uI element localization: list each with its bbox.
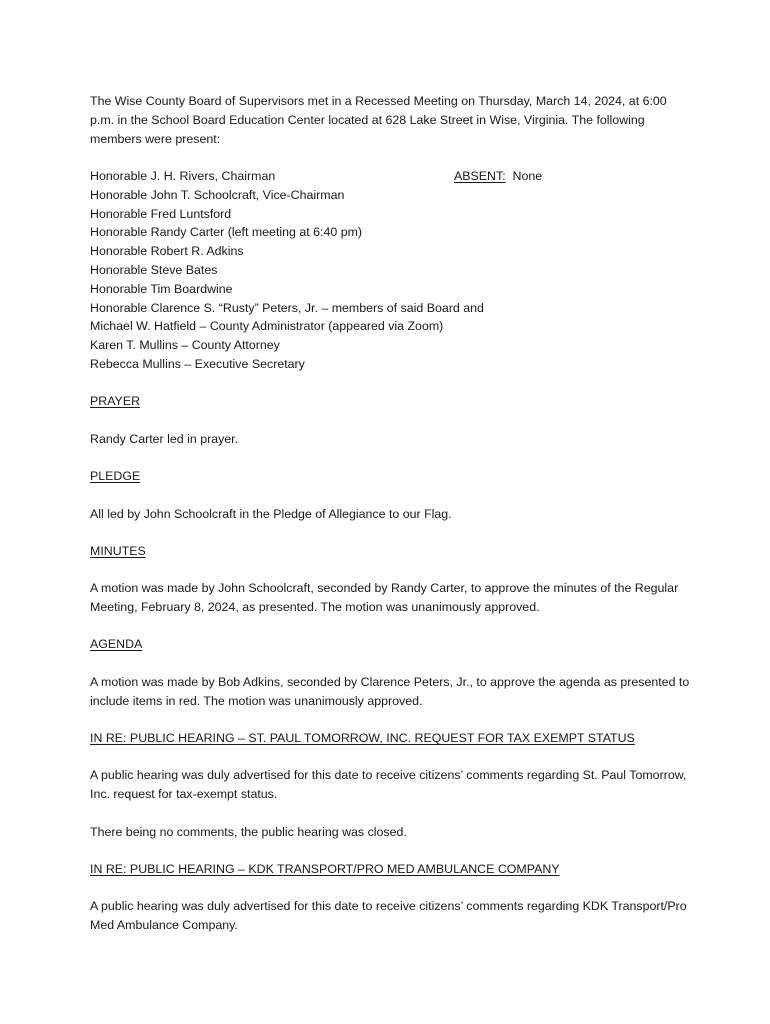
member-row: Michael W. Hatfield – County Administrator (appeared via Zoom) (90, 319, 444, 334)
agenda-text: A motion was made by Bob Adkins, seconded by Clarence Peters, Jr., to approve the agenda as presented to include items in red. The motion was unanimously approved. (90, 674, 690, 708)
kdk-hearing-text: A public hearing was duly advertised for this date to receive citizens’ comments regarding KDK Transport/Pro Med Ambulance Company. (90, 899, 687, 933)
pledge-text: All led by John Schoolcraft in the Pledge of Allegiance to our Flag. (90, 506, 452, 521)
member-row: Honorable Tim Boardwine (90, 281, 233, 296)
prayer-heading: PRAYER (90, 394, 141, 409)
member-row: Honorable Steve Bates (90, 262, 218, 277)
intro-paragraph: The Wise County Board of Supervisors met in a Recessed Meeting on Thursday, March 14, 2024, at 6:00 p.m. in the School Board Education Center located at 628 Lake Street in Wise, Virginia. The following members were present: (90, 94, 667, 146)
absent-label: ABSENT: (454, 168, 506, 183)
absent-block (454, 167, 542, 186)
st-paul-hearing-heading: IN RE: PUBLIC HEARING – ST. PAUL TOMORROW, INC. REQUEST FOR TAX EXEMPT STATUS (90, 731, 635, 746)
absent-value: None (512, 168, 543, 183)
member-name: Honorable J. H. Rivers, Chairman (90, 168, 276, 183)
members-list (90, 167, 690, 374)
member-row: Honorable Fred Luntsford (90, 206, 232, 221)
member-row: Honorable John T. Schoolcraft, Vice-Chairman (90, 187, 345, 202)
minutes-heading: MINUTES (90, 543, 146, 558)
pledge-heading: PLEDGE (90, 469, 141, 484)
prayer-text: Randy Carter led in prayer. (90, 431, 239, 446)
member-row (90, 167, 690, 186)
member-row: Rebecca Mullins – Executive Secretary (90, 356, 305, 371)
st-paul-hearing-text: A public hearing was duly advertised for this date to receive citizens’ comments regarding St. Paul Tomorrow, Inc. request for tax-exempt status. (90, 768, 687, 802)
member-row: Karen T. Mullins – County Attorney (90, 338, 280, 353)
document-page (90, 92, 690, 954)
kdk-hearing-heading: IN RE: PUBLIC HEARING – KDK TRANSPORT/PRO MED AMBULANCE COMPANY (90, 862, 560, 877)
member-row: Honorable Randy Carter (left meeting at 6:40 pm) (90, 225, 363, 240)
member-row: Honorable Robert R. Adkins (90, 244, 244, 259)
agenda-heading: AGENDA (90, 637, 143, 652)
st-paul-hearing-closed-text: There being no comments, the public hearing was closed. (90, 824, 407, 839)
minutes-text: A motion was made by John Schoolcraft, seconded by Randy Carter, to approve the minutes of the Regular Meeting, February 8, 2024, as presented. The motion was unanimously approved. (90, 581, 679, 615)
member-row: Honorable Clarence S. “Rusty” Peters, Jr. – members of said Board and (90, 300, 484, 315)
